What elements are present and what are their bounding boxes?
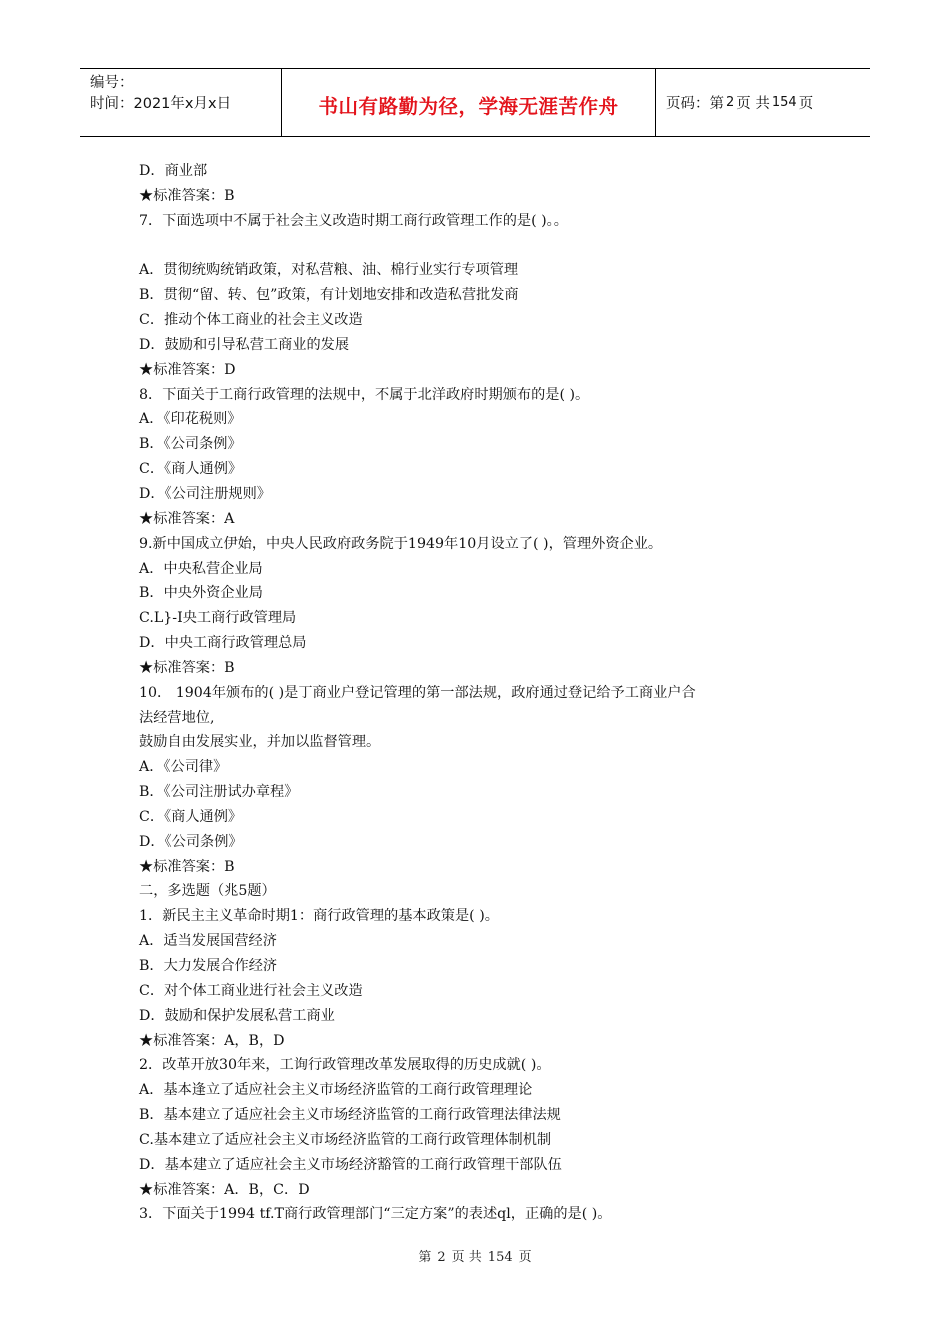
header-page-prefix: 页码：第 xyxy=(666,96,724,112)
text-line: A．中央私营企业局 xyxy=(139,560,263,577)
text-line: 1．新民主主义革命时期1：商行政管理的基本政策是( )。 xyxy=(139,908,499,925)
text-line: ★标准答案：A，B，D xyxy=(139,1032,285,1049)
text-line: ★标准答案：A．B，C．D xyxy=(139,1181,310,1198)
footer-page-total: 154 xyxy=(487,1250,513,1265)
text-line: D．商业部 xyxy=(139,163,208,179)
document-number-label: 编号： xyxy=(90,75,134,91)
text-line: A．《印花税则》 xyxy=(139,411,242,428)
text-line: B．贯彻“留、转、包”政策，有计划地安排和改造私营批发商 xyxy=(139,287,519,304)
text-line: A．基本逢立了适应社会主义市场经济监管的工商行政管理理论 xyxy=(139,1082,533,1099)
text-line: D．鼓励和引导私营工商业的发展 xyxy=(139,336,350,353)
text-line: ★标准答案：B xyxy=(139,858,235,875)
text-line: D．中央工商行政管理总局 xyxy=(139,635,307,652)
page-footer xyxy=(0,1246,950,1265)
footer-prefix: 第 xyxy=(418,1250,432,1265)
text-line: 9.新中国成立伊始，中央人民政府政务院于1949年10月设立了( )，管理外资企业。 xyxy=(139,535,663,552)
text-line: ★标准答案：D xyxy=(139,361,236,378)
text-line: 7．下面选项中不属于社会主义改造时期工商行政管理工作的是( )。。 xyxy=(139,212,568,229)
text-line: 二，多选题（兆5题） xyxy=(139,883,276,900)
document-date-label: 时间：2021年x月x日 xyxy=(90,96,232,112)
text-line: ★标准答案：A xyxy=(139,510,235,527)
page-header xyxy=(80,68,870,137)
header-meta xyxy=(80,69,282,136)
header-motto-cell xyxy=(282,69,656,136)
text-line: D．鼓励和保护发展私营工商业 xyxy=(139,1007,335,1024)
header-page-suffix: 页 xyxy=(798,96,814,112)
text-line: C．《商人通例》 xyxy=(139,461,243,478)
text-line: 法经营地位, xyxy=(139,709,215,726)
footer-suffix: 页 xyxy=(518,1250,532,1265)
text-line: 3．下面关于1994 tf.T商行政管理部门“三定方案”的表述ql，正确的是( )。 xyxy=(139,1206,612,1223)
text-line: C.基本建立了适应社会主义市场经济监管的工商行政管理体制机制 xyxy=(139,1131,552,1148)
text-line xyxy=(139,234,839,259)
text-line: 2．改革开放30年来，工询行政管理改革发展取得的历史成就( )。 xyxy=(139,1057,551,1074)
text-line: C．《商人通例》 xyxy=(139,808,243,825)
footer-page-current: 2 xyxy=(437,1250,446,1265)
text-line: A．贯彻统购统销政策，对私营粮、油、棉行业实行专项管理 xyxy=(139,262,519,279)
header-motto: 书山有路勤为径，学海无涯苦作舟 xyxy=(318,94,619,118)
text-line: B．大力发展合作经济 xyxy=(139,958,278,974)
text-line: D．基本建立了适应社会主义市场经济豁管的工商行政管理干部队伍 xyxy=(139,1156,562,1173)
text-line: B．《公司条例》 xyxy=(139,436,242,453)
text-line: 8．下面关于工商行政管理的法规中，不属于北洋政府时期颁布的是( )。 xyxy=(139,386,590,403)
text-line: B．基本建立了适应社会主义市场经济监管的工商行政管理法律法规 xyxy=(139,1107,561,1124)
text-line: B．《公司注册试办章程》 xyxy=(139,784,299,801)
header-page-total: 154 xyxy=(771,95,797,110)
text-line: D．《公司注册规则》 xyxy=(139,485,271,502)
text-line: ★标准答案：B xyxy=(139,187,235,204)
text-line: A．适当发展国营经济 xyxy=(139,933,277,950)
text-line: C．对个体工商业进行社会主义改造 xyxy=(139,982,363,999)
header-page-indicator xyxy=(656,69,870,136)
text-line: ★标准答案：B xyxy=(139,659,235,676)
text-line: C．推动个体工商业的社会主义改造 xyxy=(139,312,363,329)
document-body xyxy=(139,159,839,1227)
header-page-current: 2 xyxy=(726,95,735,110)
text-line: C.L}-I央工商行政管理局 xyxy=(139,610,297,627)
text-line: 10． 1904年颁布的( )是丁商业户登记管理的第一部法规，政府通过登记给予工商业户合 xyxy=(139,684,696,701)
text-line: D．《公司条例》 xyxy=(139,833,243,850)
text-line: 鼓励自由发展实业，并加以监督管理。 xyxy=(139,734,381,751)
header-page-mid: 页 共 xyxy=(736,96,770,112)
text-line: A．《公司律》 xyxy=(139,759,228,776)
text-line: B．中央外资企业局 xyxy=(139,585,263,602)
footer-mid: 页 共 xyxy=(451,1250,482,1265)
